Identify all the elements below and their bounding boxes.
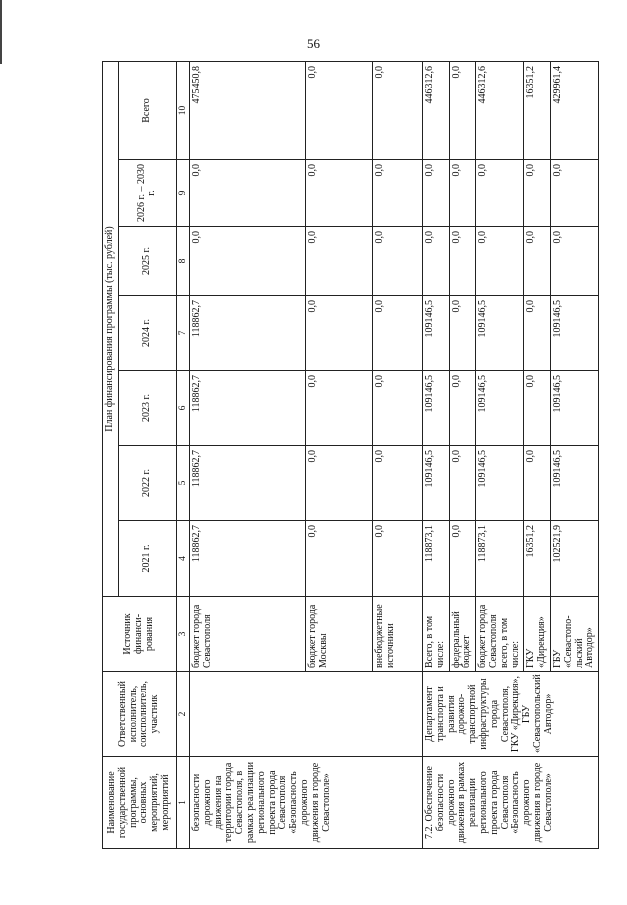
value-cell: 0,0 [306, 227, 373, 296]
block2-responsible: Департамент транспорта и развития дорожно-транспортной инфраструктуры города Севастополя, ГКУ «Дирекция», ГБУ «Севастопольский Автодор» [423, 672, 599, 757]
source-cell: Всего, в том числе: [423, 597, 450, 672]
source-cell: ГБУ «Севастопо-льский Автодор» [551, 597, 599, 672]
value-cell: 109146,5 [423, 446, 450, 521]
value-cell: 429961,4 [551, 62, 599, 160]
value-cell: 16351,2 [524, 521, 551, 597]
value-cell: 109146,5 [476, 296, 524, 371]
value-cell: 0,0 [373, 62, 423, 160]
value-cell: 109146,5 [423, 371, 450, 446]
value-cell: 0,0 [524, 227, 551, 296]
value-cell: 0,0 [190, 227, 306, 296]
block2-name: 7.2. Обеспечение безопасности дорожного движения в рамках реализации регионального проекта города Севастополя «Безопасность дорожного движения в городе Севастополе» [423, 757, 599, 849]
value-cell: 0,0 [373, 371, 423, 446]
header-responsible: Ответственный исполнитель, соисполнитель, участник [103, 672, 177, 757]
header-year-2025: 2025 г. [118, 227, 176, 296]
header-row-1 [103, 62, 119, 849]
value-cell: 109146,5 [551, 296, 599, 371]
col-num-5: 5 [176, 446, 189, 521]
source-cell: бюджет города Севастополя [190, 597, 306, 672]
value-cell: 446312,6 [423, 62, 450, 160]
table-row [423, 62, 450, 849]
value-cell: 0,0 [449, 371, 476, 446]
header-year-2021: 2021 г. [118, 521, 176, 597]
value-cell: 0,0 [306, 446, 373, 521]
financing-table [102, 61, 599, 849]
value-cell: 0,0 [373, 521, 423, 597]
col-num-10: 10 [176, 62, 189, 160]
source-cell: федеральный бюджет [449, 597, 476, 672]
value-cell: 446312,6 [476, 62, 524, 160]
value-cell: 0,0 [449, 521, 476, 597]
header-total: Всего [118, 62, 176, 160]
value-cell: 0,0 [524, 446, 551, 521]
value-cell: 118873,1 [476, 521, 524, 597]
value-cell: 0,0 [449, 446, 476, 521]
value-cell: 109146,5 [476, 371, 524, 446]
value-cell: 118862,7 [190, 371, 306, 446]
value-cell: 0,0 [373, 446, 423, 521]
value-cell: 16351,2 [524, 62, 551, 160]
col-num-9: 9 [176, 160, 189, 227]
value-cell: 118862,7 [190, 296, 306, 371]
value-cell: 475450,8 [190, 62, 306, 160]
block1-responsible [190, 672, 423, 757]
page-number: 56 [307, 36, 320, 51]
left-edge-mark [0, 0, 2, 64]
value-cell: 0,0 [306, 160, 373, 227]
value-cell: 0,0 [551, 227, 599, 296]
value-cell: 0,0 [373, 160, 423, 227]
header-name: Наименование государственной программы, основных мероприятий, мероприятий [103, 757, 177, 849]
value-cell: 102521,9 [551, 521, 599, 597]
value-cell: 118862,7 [190, 521, 306, 597]
col-num-2: 2 [176, 672, 189, 757]
source-cell: бюджет города Севастополя всего, в том числе: [476, 597, 524, 672]
value-cell: 0,0 [524, 296, 551, 371]
rotated-table-container [102, 62, 596, 849]
value-cell: 0,0 [306, 296, 373, 371]
header-year-2022: 2022 г. [118, 446, 176, 521]
value-cell: 109146,5 [476, 446, 524, 521]
source-cell: внебюджетные источники [373, 597, 423, 672]
value-cell: 118873,1 [423, 521, 450, 597]
col-num-6: 6 [176, 371, 189, 446]
header-plan: План финансирования программы (тыс. рублей) [103, 62, 119, 597]
value-cell: 0,0 [306, 371, 373, 446]
header-year-2024: 2024 г. [118, 296, 176, 371]
col-num-3: 3 [176, 597, 189, 672]
value-cell: 0,0 [449, 296, 476, 371]
value-cell: 0,0 [476, 160, 524, 227]
value-cell: 0,0 [306, 62, 373, 160]
value-cell: 109146,5 [423, 296, 450, 371]
value-cell: 0,0 [449, 62, 476, 160]
col-num-7: 7 [176, 296, 189, 371]
value-cell: 0,0 [423, 227, 450, 296]
source-cell: ГКУ «Дирекция» [524, 597, 551, 672]
column-number-row [176, 62, 189, 849]
value-cell: 0,0 [306, 521, 373, 597]
value-cell: 0,0 [551, 160, 599, 227]
header-year-2026-2030: 2026 г. – 2030 г. [118, 160, 176, 227]
col-num-4: 4 [176, 521, 189, 597]
value-cell: 0,0 [423, 160, 450, 227]
source-cell: бюджет города Москвы [306, 597, 373, 672]
value-cell: 0,0 [449, 227, 476, 296]
col-num-1: 1 [176, 757, 189, 849]
header-year-2023: 2023 г. [118, 371, 176, 446]
table-row [190, 62, 306, 849]
value-cell: 0,0 [524, 371, 551, 446]
value-cell: 0,0 [373, 227, 423, 296]
value-cell: 0,0 [373, 296, 423, 371]
col-num-8: 8 [176, 227, 189, 296]
value-cell: 118862,7 [190, 446, 306, 521]
value-cell: 0,0 [449, 160, 476, 227]
value-cell: 109146,5 [551, 446, 599, 521]
header-source: Источник финанси-рования [103, 597, 177, 672]
value-cell: 0,0 [190, 160, 306, 227]
value-cell: 0,0 [524, 160, 551, 227]
value-cell: 109146,5 [551, 371, 599, 446]
block1-name: безопасности дорожного движения на территории города Севастополя, в рамках реализации регионального проекта города Севастополя «Безопасность дорожного движения в городе Севастополе» [190, 757, 423, 849]
value-cell: 0,0 [476, 227, 524, 296]
